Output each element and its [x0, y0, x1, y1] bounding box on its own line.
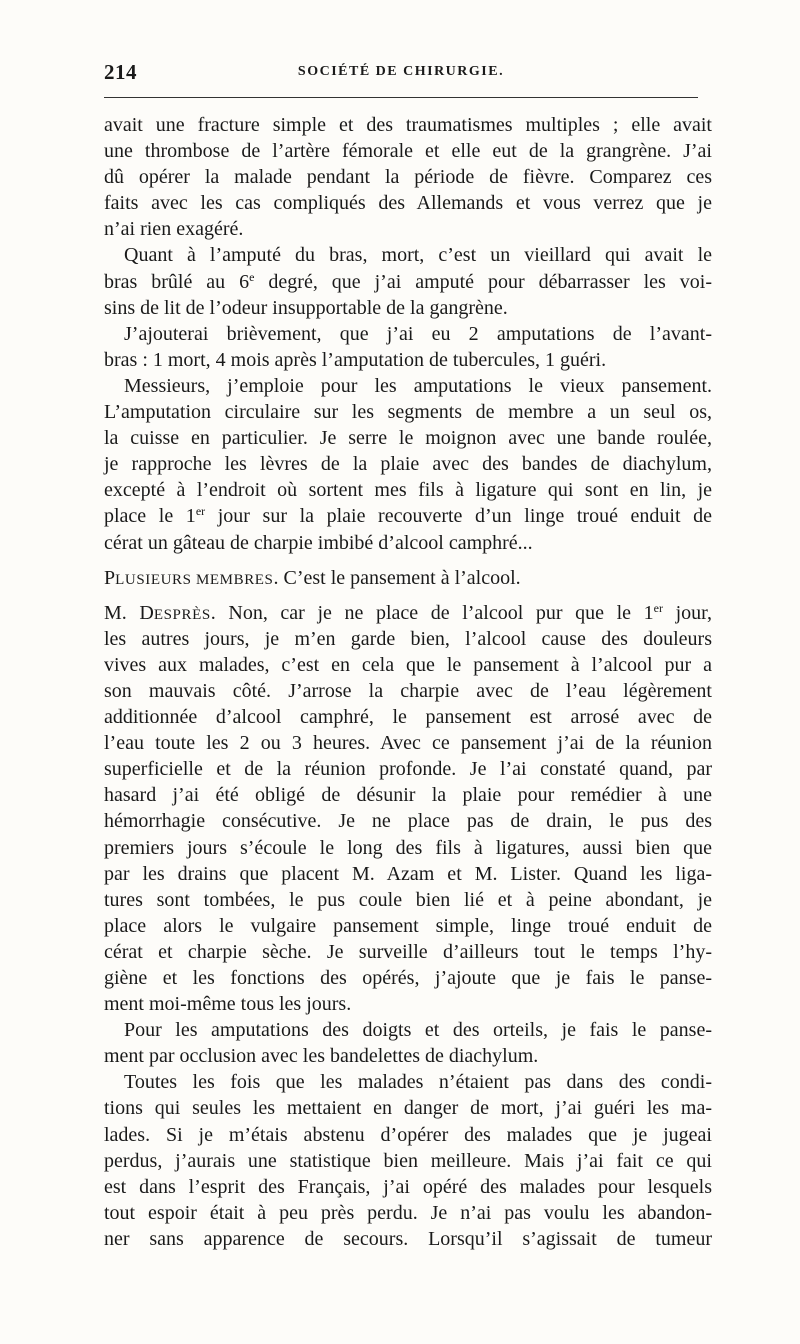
text-line: sins de lit de l’odeur insupportable de la gangrène. [104, 296, 508, 319]
page-number: 214 [104, 60, 137, 84]
text-line: giène et les fonctions des opérés, j’ajoute que je fais le panse- [104, 967, 712, 989]
text-line: faits avec les cas compliqués des Allemands et vous verrez que je [104, 192, 712, 215]
text-line: bras brûlé au 6e degré, que j’ai amputé pour débarrasser les voi- [104, 269, 712, 293]
text-line: tions qui seules les mettaient en danger de mort, j’ai guéri les ma- [104, 1097, 712, 1120]
text-line: Messieurs, j’emploie pour les amputations le vieux pansement. [124, 374, 712, 397]
text-line: ment moi-même tous les jours. [104, 993, 352, 1016]
text-line: Toutes les fois que les malades n’étaient pas dans des condi- [124, 1071, 712, 1094]
text-line: ner sans apparence de secours. Lorsqu’il s’agissait de tumeur [104, 1227, 712, 1250]
body-text [104, 112, 712, 1252]
text-line: tures sont tombées, le pus coule bien lié et à peine abondant, je [104, 888, 712, 911]
text-line: Pour les amputations des doigts et des orteils, je fais le panse- [124, 1019, 712, 1042]
text-line: par les drains que placent M. Azam et M. Lister. Quand les liga- [104, 862, 712, 885]
text-line: additionnée d’alcool camphré, le pansement est arrosé avec de [104, 706, 712, 729]
speaker-line: PLUSIEURS MEMBRES. C’est le pansement à l’alcool. [104, 566, 521, 589]
header-rule [104, 97, 698, 98]
text-line: est dans l’esprit des Français, j’ai opéré des malades pour lesquels [104, 1175, 712, 1198]
text-line: tout espoir était à peu près perdu. Je n’ai pas voulu les abandon- [104, 1201, 712, 1224]
text-line: son mauvais côté. J’arrose la charpie avec de l’eau légèrement [104, 679, 712, 702]
text-line: superficielle et de la réunion profonde. Je l’ai constaté quand, par [104, 758, 712, 781]
running-head [104, 58, 698, 88]
text-line: cérat un gâteau de charpie imbibé d’alcool camphré... [104, 531, 533, 554]
text-line: L’amputation circulaire sur les segments de membre a un seul os, [104, 401, 712, 424]
text-line: les autres jours, je m’en garde bien, l’alcool cause des douleurs [104, 627, 712, 650]
text-line: n’ai rien exagéré. [104, 218, 244, 241]
text-line: premiers jours s’écoule le long des fils à ligatures, aussi bien que [104, 836, 712, 859]
text-line: bras : 1 mort, 4 mois après l’amputation de tubercules, 1 guéri. [104, 348, 607, 371]
text-line: place le 1er jour sur la plaie recouverte d’un linge troué enduit de [104, 504, 712, 528]
text-line: hémorrhagie consécutive. Je ne place pas de drain, le pus des [104, 810, 712, 833]
text-line: une thrombose de l’artère fémorale et elle eut de la grangrène. J’ai [104, 140, 712, 163]
text-line: vives aux malades, c’est en cela que le pansement à l’alcool pur a [104, 653, 712, 676]
text-line: ment par occlusion avec les bandelettes de diachylum. [104, 1045, 539, 1068]
text-line: je rapproche les lèvres de la plaie avec des bandes de diachylum, [104, 453, 712, 476]
text-line: lades. Si je m’étais abstenu d’opérer des malades que je jugeai [104, 1123, 712, 1146]
speaker-line: M. DESPRÈS. Non, car je ne place de l’alcool pur que le 1er jour, [104, 600, 712, 624]
text-line: avait une fracture simple et des traumatismes multiples ; elle avait [104, 114, 712, 136]
text-line: cérat et charpie sèche. Je surveille d’ailleurs tout le temps l’hy- [104, 940, 712, 963]
text-line: dû opérer la malade pendant la période de fièvre. Comparez ces [104, 166, 712, 189]
running-title: SOCIÉTÉ DE CHIRURGIE. [297, 64, 505, 79]
text-line: place alors le vulgaire pansement simple, linge troué enduit de [104, 914, 712, 937]
text-line: excepté à l’endroit où sortent mes fils à ligature qui sont en lin, je [104, 479, 712, 502]
text-line: Quant à l’amputé du bras, mort, c’est un vieillard qui avait le [124, 244, 712, 267]
text-line: J’ajouterai brièvement, que j’ai eu 2 amputations de l’avant- [124, 322, 712, 345]
text-line: la cuisse en particulier. Je serre le moignon avec une bande roulée, [104, 427, 712, 450]
text-line: l’eau toute les 2 ou 3 heures. Avec ce pansement j’ai de la réunion [104, 732, 712, 755]
text-line: perdus, j’aurais une statistique bien meilleure. Mais j’ai fait ce qui [104, 1149, 712, 1172]
text-line: hasard j’ai été obligé de désunir la plaie pour remédier à une [104, 784, 712, 807]
